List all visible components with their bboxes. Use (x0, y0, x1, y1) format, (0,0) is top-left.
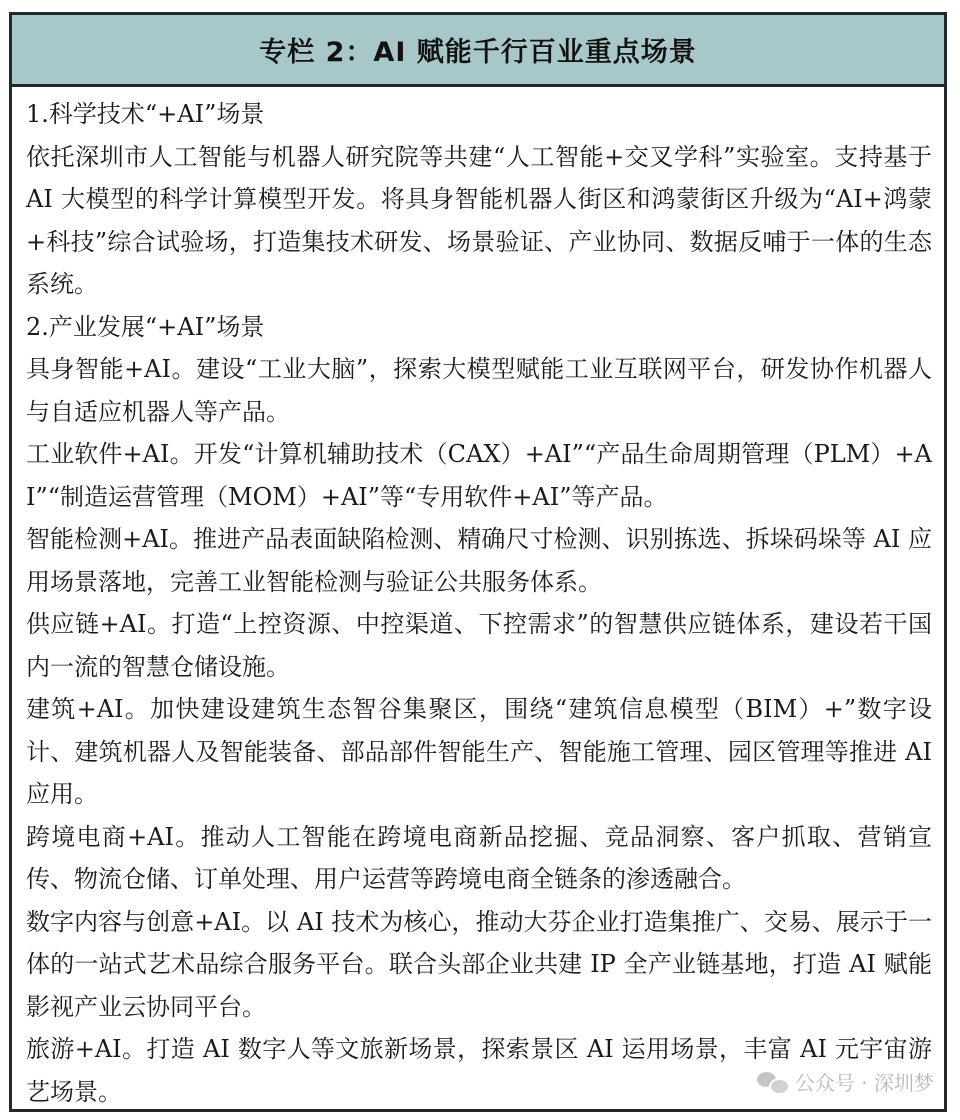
paragraph-smart-inspection: 智能检测+AI。推进产品表面缺陷检测、精确尺寸检测、识别拣选、拆垛码垛等 AI 应用场景落地，完善工业智能检测与验证公共服务体系。 (26, 525, 932, 596)
section-heading-science: 1.科学技术“+AI”场景 (26, 100, 265, 128)
paragraph-embodied-ai: 具身智能+AI。建设“工业大脑”，探索大模型赋能工业互联网平台，研发协作机器人与自适应机器人等产品。 (26, 355, 932, 426)
watermark (757, 1067, 934, 1096)
paragraph-construction: 建筑+AI。加快建设建筑生态智谷集聚区，围绕“建筑信息模型（BIM）+”数字设计、建筑机器人及智能装备、部品部件智能生产、智能施工管理、园区管理等推进 AI 应用。 (26, 695, 932, 808)
watermark-text: 公众号 · 深圳梦 (794, 1071, 934, 1095)
section-heading-industry: 2.产业发展“+AI”场景 (26, 312, 265, 341)
paragraph-tourism: 旅游+AI。打造 AI 数字人等文旅新场景，探索景区 AI 运用场景，丰富 AI 元宇宙游艺场景。 (26, 1035, 932, 1106)
paragraph-industrial-software: 工业软件+AI。开发“计算机辅助技术（CAX）+AI”“产品生命周期管理（PLM）+AI”“制造运营管理（MOM）+AI”等“专用软件+AI”等产品。 (26, 440, 932, 511)
column-box (9, 12, 947, 1112)
wechat-icon (757, 1070, 787, 1094)
paragraph-supply-chain: 供应链+AI。打造“上控资源、中控渠道、下控需求”的智慧供应链体系，建设若干国内一流的智慧仓储设施。 (26, 610, 932, 681)
paragraph-science: 依托深圳市人工智能与机器人研究院等共建“人工智能+交叉学科”实验室。支持基于 AI 大模型的科学计算模型开发。将具身智能机器人街区和鸿蒙街区升级为“AI+鸿蒙+科技”综合试验场，打造集技术研发、场景验证、产业协同、数据反哺于一体的生态系统。 (26, 142, 932, 298)
column-title: 专栏 2：AI 赋能千行百业重点场景 (259, 37, 697, 68)
title-bar (12, 15, 944, 87)
column-content (12, 87, 944, 1113)
paragraph-digital-content: 数字内容与创意+AI。以 AI 技术为核心，推动大芬企业打造集推广、交易、展示于一体的一站式艺术品综合服务平台。联合头部企业共建 IP 全产业链基地，打造 AI 赋能影视产业云协同平台。 (26, 907, 932, 1021)
paragraph-cross-border-ecommerce: 跨境电商+AI。推动人工智能在跨境电商新品挖掘、竞品洞察、客户抓取、营销宣传、物流仓储、订单处理、用户运营等跨境电商全链条的渗透融合。 (26, 822, 932, 893)
